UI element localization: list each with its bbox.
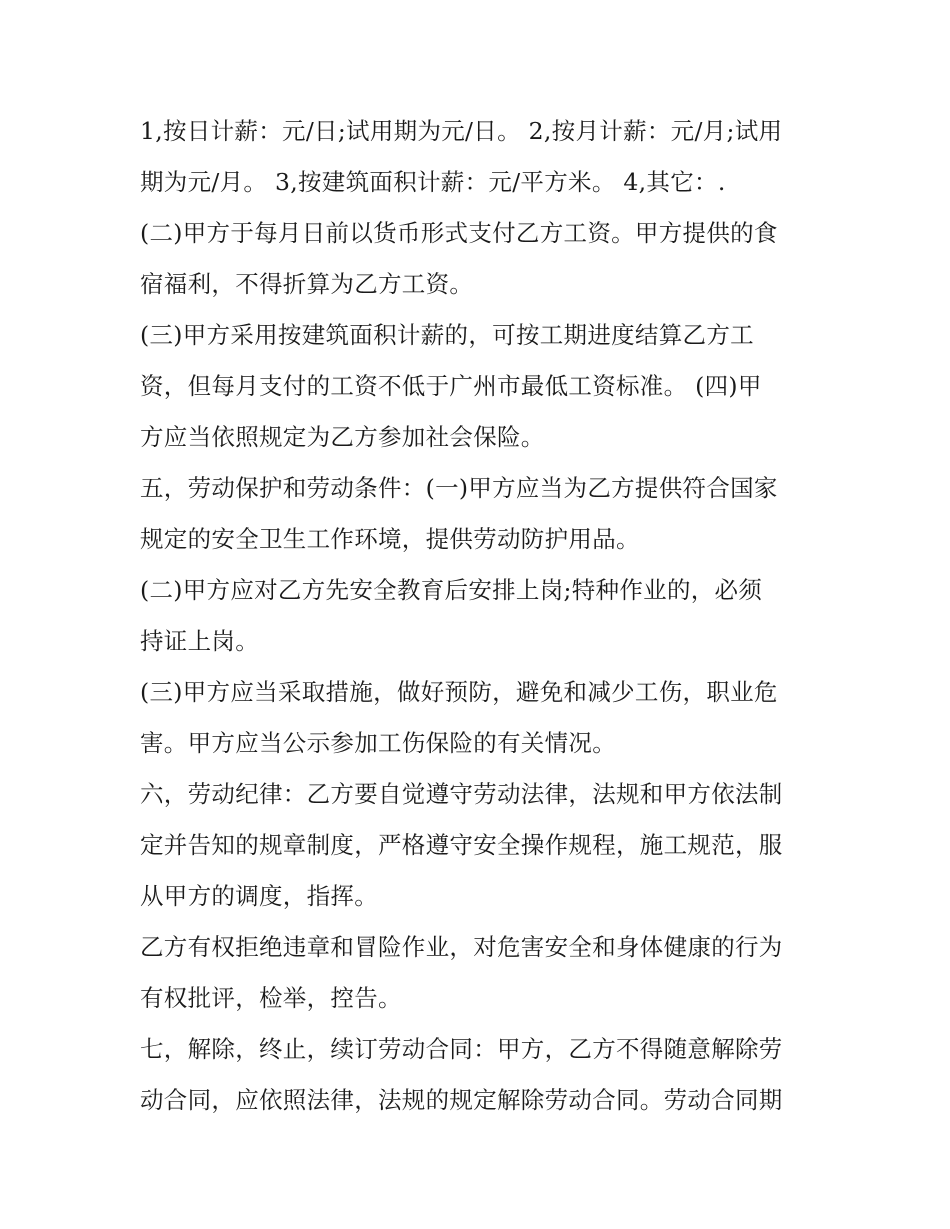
text-line: 从甲方的调度，指挥。 (140, 882, 378, 910)
text-line: 方应当依照规定为乙方参加社会保险。 (140, 423, 545, 451)
text-line: 五，劳动保护和劳动条件：(一)甲方应当为乙方提供符合国家 (140, 474, 778, 502)
text-line: 规定的安全卫生工作环境，提供劳动防护用品。 (140, 525, 640, 553)
text-line: 害。甲方应当公示参加工伤保险的有关情况。 (140, 729, 616, 757)
text-line: 有权批评，检举，控告。 (140, 984, 402, 1012)
text-line: 宿福利，不得折算为乙方工资。 (140, 270, 474, 298)
text-line: 期为元/月。 3,按建筑面积计薪：元/平方米。 4,其它：. (140, 168, 726, 196)
text-line: 动合同，应依照法律，法规的规定解除劳动合同。劳动合同期 (140, 1086, 783, 1114)
text-line: 资，但每月支付的工资不低于广州市最低工资标准。 (四)甲 (140, 372, 762, 400)
text-line: 持证上岗。 (140, 627, 259, 655)
document-body (140, 106, 820, 1126)
text-line: 定并告知的规章制度，严格遵守安全操作规程，施工规范，服 (140, 831, 783, 859)
text-line: (三)甲方应当采取措施，做好预防，避免和减少工伤，职业危 (140, 678, 778, 706)
text-line: (二)甲方应对乙方先安全教育后安排上岗;特种作业的，必须 (140, 576, 763, 604)
text-line: (三)甲方采用按建筑面积计薪的，可按工期进度结算乙方工 (140, 321, 754, 349)
text-line: 乙方有权拒绝违章和冒险作业，对危害安全和身体健康的行为 (140, 933, 783, 961)
text-line: (二)甲方于每月日前以货币形式支付乙方工资。甲方提供的食 (140, 219, 778, 247)
text-line: 六，劳动纪律：乙方要自觉遵守劳动法律，法规和甲方依法制 (140, 780, 783, 808)
text-line: 七，解除，终止，续订劳动合同：甲方，乙方不得随意解除劳 (140, 1035, 783, 1063)
text-line: 1,按日计薪：元/日;试用期为元/日。 2,按月计薪：元/月;试用 (140, 117, 783, 145)
